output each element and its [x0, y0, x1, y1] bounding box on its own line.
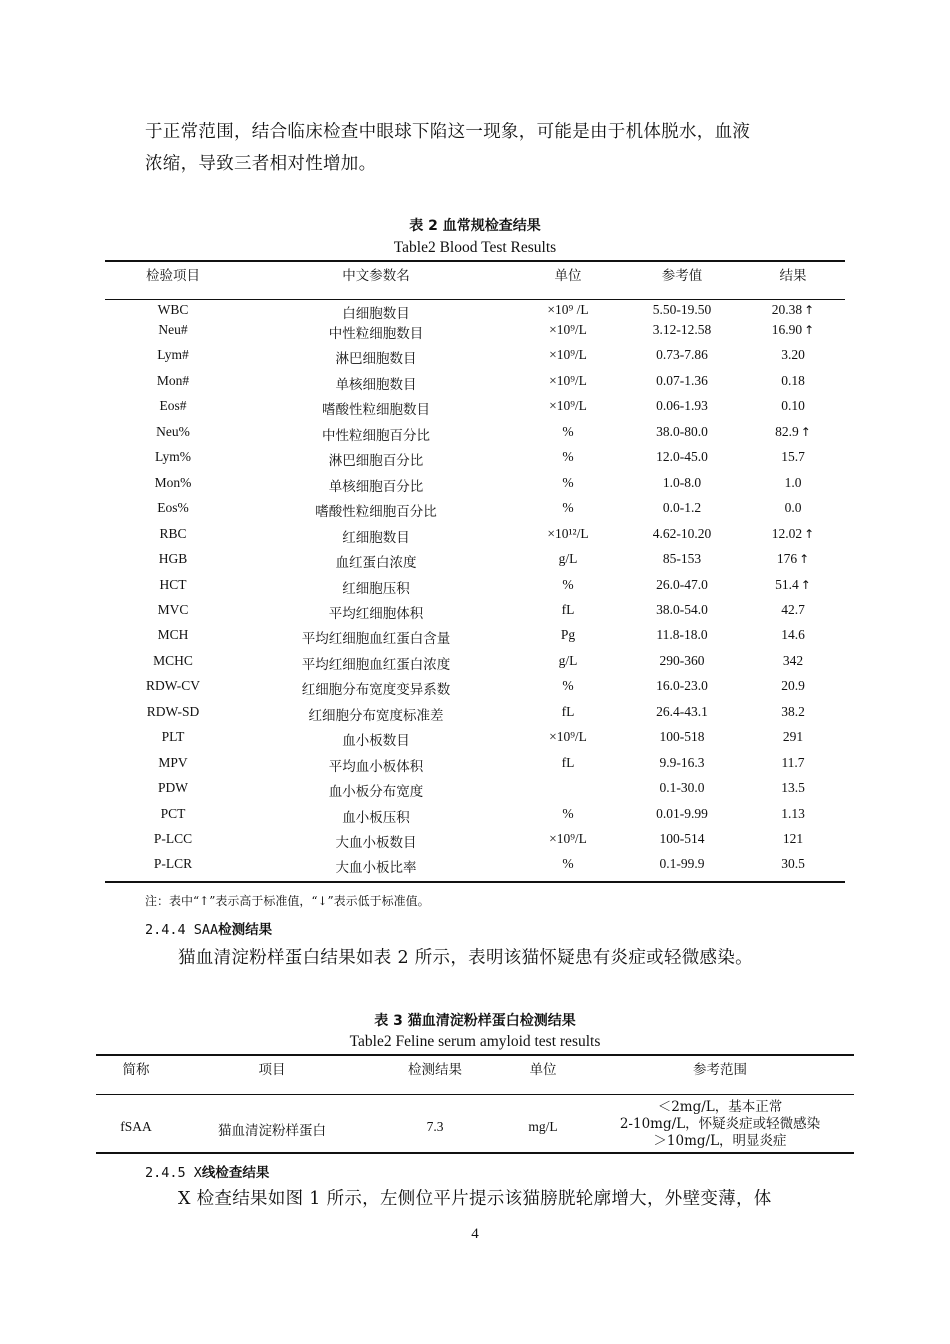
table2-cell-name	[266, 302, 486, 322]
table3-ref-line-2: 2-10mg/L，怀疑炎症或轻微感染	[619, 1116, 821, 1132]
table2-header-result: 结果	[779, 268, 807, 284]
table2-cell-ref	[622, 424, 742, 440]
table2-cell-ref	[622, 856, 742, 872]
table2-cell-item-text: P-LCR	[153, 856, 193, 872]
table2-cell-unit	[518, 602, 618, 618]
table2-cell-ref-text: 0.73-7.86	[656, 347, 708, 363]
table2-cell-name	[266, 449, 486, 469]
table2-cell-item	[113, 475, 233, 491]
table2-cell-ref	[622, 729, 742, 745]
table2-cell-item	[113, 627, 233, 643]
table2-cell-ref-text: 100-514	[659, 831, 705, 846]
table2-cell-ref	[622, 653, 742, 669]
intro-line-1: 于正常范围，结合临床检查中眼球下陷这一现象，可能是由于机体脱水，血液	[145, 122, 751, 142]
table3-item: 猫血清淀粉样蛋白	[218, 1123, 326, 1139]
table2-cell-item-text: HCT	[159, 576, 187, 592]
table2-cell-result	[748, 347, 838, 363]
table2-cell-item	[113, 602, 233, 618]
table2-cell-name	[266, 577, 486, 597]
table2-cell-item	[113, 577, 233, 593]
table2-cell-item-text: RBC	[159, 525, 187, 541]
table2-cell-item	[113, 449, 233, 465]
table2-cell-ref-text: 26.0-47.0	[656, 576, 708, 592]
table2-cell-result	[748, 475, 838, 491]
table2-cell-unit-text: Pg	[560, 627, 576, 643]
table2-cell-result-text: 38.2	[781, 703, 805, 719]
table3-caption-cn: 表 3 猫血清淀粉样蛋白检测结果	[374, 1013, 576, 1029]
table2-cell-ref-text: 290-360	[659, 652, 705, 668]
table2-cell-unit-text: %	[562, 678, 574, 694]
table2-cell-unit-text: ×10⁹/L	[549, 322, 587, 337]
table2-top-rule	[105, 260, 845, 262]
table2-cell-name-text: 淋巴细胞数目	[335, 351, 417, 368]
table2-cell-ref-text: 9.9-16.3	[659, 754, 705, 770]
table2-cell-item	[113, 856, 233, 872]
table2-cell-name-text: 平均红细胞体积	[328, 605, 424, 622]
table2-cell-result	[748, 449, 838, 465]
table2-cell-item-text: MPV	[158, 754, 188, 770]
table2-cell-item-text: HGB	[158, 551, 188, 567]
table2-cell-name-text: 单核细胞百分比	[328, 478, 424, 495]
table2-cell-unit	[518, 577, 618, 593]
intro-line-2: 浓缩，导致三者相对性增加。	[145, 154, 377, 174]
table2-cell-name-text: 平均红细胞血红蛋白浓度	[301, 656, 451, 673]
table2-cell-ref	[622, 302, 742, 318]
table2-cell-unit	[518, 398, 618, 414]
table2-cell-result-text: 291	[782, 729, 804, 745]
table2-cell-ref-text: 5.50-19.50	[652, 302, 712, 317]
table2-caption-en: Table2 Blood Test Results	[393, 239, 557, 256]
table2-cell-name	[266, 729, 486, 749]
table2-cell-item-text: Lym#	[157, 347, 189, 363]
table2-cell-ref	[622, 831, 742, 847]
table2-cell-ref-text: 1.0-8.0	[662, 474, 702, 490]
table3-ref-line-3: ＞10mg/L，明显炎症	[653, 1133, 787, 1149]
table3-caption-en: Table2 Feline serum amyloid test results	[349, 1033, 601, 1050]
table2-cell-name	[266, 627, 486, 647]
table2-cell-ref-text: 0.0-1.2	[662, 500, 702, 516]
table2-cell-result-text: 0.18	[781, 372, 805, 388]
table2-cell-unit-text: %	[562, 576, 574, 592]
table3-header-result: 检测结果	[408, 1062, 462, 1078]
table2-cell-result-text: 0.0	[784, 500, 802, 516]
table2-cell-result	[748, 806, 838, 822]
table2-cell-item	[113, 806, 233, 822]
table2-cell-ref	[622, 526, 742, 542]
table2-cell-item	[113, 398, 233, 414]
table3-result: 7.3	[426, 1119, 444, 1134]
table2-cell-ref	[622, 475, 742, 491]
table2-cell-result	[748, 653, 838, 669]
table2-cell-name-text: 中性粒细胞百分比	[322, 427, 430, 444]
table2-cell-ref	[622, 806, 742, 822]
table2-cell-unit-text: %	[562, 500, 574, 516]
table2-cell-unit-text: ×10¹²/L	[547, 525, 589, 541]
table2-cell-item-text: RDW-CV	[146, 678, 200, 694]
table3-header-ref: 参考范围	[693, 1062, 747, 1078]
table2-cell-result	[748, 424, 838, 440]
table2-cell-item-text: Mon#	[156, 372, 190, 388]
table2-cell-unit	[518, 373, 618, 389]
arrow-up-icon: ↑	[804, 323, 815, 337]
table2-cell-ref-text: 4.62-10.20	[652, 525, 712, 541]
table2-cell-result	[748, 780, 838, 796]
table2-cell-result	[748, 856, 838, 872]
table2-cell-name	[266, 755, 486, 775]
table2-cell-item	[113, 729, 233, 745]
table2-cell-name-text: 红细胞压积	[342, 580, 410, 597]
section-2-4-4-number: 2.4.4 SAA	[145, 922, 219, 938]
table2-cell-ref-text: 11.8-18.0	[656, 627, 708, 643]
table2-cell-item-text: Neu#	[158, 322, 188, 337]
arrow-up-icon: ↑	[800, 577, 811, 592]
table2-cell-result	[748, 678, 838, 694]
table2-cell-unit	[518, 755, 618, 771]
table2-cell-unit-text: g/L	[558, 551, 578, 567]
table2-cell-result	[748, 602, 838, 618]
table2-cell-unit-text: %	[562, 449, 574, 465]
table2-cell-unit-text: fL	[561, 754, 575, 770]
table2-cell-unit	[518, 678, 618, 694]
arrow-up-icon: ↑	[804, 526, 815, 541]
table2-cell-unit	[518, 475, 618, 491]
table2-cell-ref-text: 16.0-23.0	[656, 678, 708, 694]
table2-cell-ref-text: 85-153	[662, 551, 702, 567]
table2-cell-item	[113, 653, 233, 669]
table2-cell-result-text: 0.10	[781, 398, 805, 414]
table2-cell-item	[113, 373, 233, 389]
table2-cell-item-text: Eos%	[157, 500, 189, 516]
table2-cell-ref-text: 0.01-9.99	[656, 805, 708, 821]
section-2-4-5-title: 线检查结果	[201, 1165, 270, 1181]
table2-cell-result	[748, 322, 838, 338]
section-2-4-4-heading	[145, 918, 272, 938]
table2-cell-name-text: 平均红细胞血红蛋白含量	[301, 631, 451, 648]
table2-cell-ref-text: 3.12-12.58	[652, 322, 712, 337]
table2-cell-ref	[622, 551, 742, 567]
table2-cell-ref-text: 38.0-54.0	[656, 601, 708, 617]
table2-cell-result	[748, 551, 838, 567]
table2-bottom-rule	[105, 881, 845, 883]
table2-cell-name-text: 血小板数目	[342, 733, 410, 750]
table2-cell-ref	[622, 347, 742, 363]
table2-cell-result-text: 11.7	[781, 754, 805, 770]
table2-cell-item	[113, 424, 233, 440]
table2-cell-name-text: 血小板压积	[342, 809, 410, 826]
table2-cell-result-text: 30.5	[781, 856, 805, 872]
table2-cell-ref	[622, 449, 742, 465]
table2-cell-ref-text: 26.4-43.1	[656, 703, 708, 719]
table2-cell-result-text: 15.7	[781, 449, 805, 465]
table2-cell-ref-text: 0.07-1.36	[656, 372, 708, 388]
table2-cell-name	[266, 602, 486, 622]
table2-cell-result	[748, 755, 838, 771]
table2-cell-name-text: 嗜酸性粒细胞数目	[322, 402, 430, 419]
table3-bottom-rule	[96, 1152, 854, 1154]
table2-cell-unit	[518, 302, 618, 318]
table2-cell-name	[266, 806, 486, 826]
table2-cell-item	[113, 322, 233, 338]
table2-cell-unit-text: fL	[561, 703, 575, 719]
table2-cell-name	[266, 780, 486, 800]
table2-cell-name	[266, 678, 486, 698]
table2-cell-unit	[518, 729, 618, 745]
table2-cell-name	[266, 551, 486, 571]
table2-cell-unit-text: ×10⁹/L	[549, 729, 587, 745]
section-2-4-5-heading	[145, 1161, 269, 1181]
table2-cell-ref	[622, 704, 742, 720]
table2-cell-ref-text: 38.0-80.0	[656, 423, 708, 439]
table2-cell-unit-text: %	[562, 805, 574, 821]
table2-cell-item-text: PLT	[161, 729, 185, 745]
table3-unit: mg/L	[528, 1119, 558, 1134]
table2-cell-unit-text: g/L	[558, 652, 578, 668]
table2-cell-unit	[518, 806, 618, 822]
table3-header-item: 项目	[258, 1062, 286, 1078]
table2-cell-result	[748, 704, 838, 720]
table2-cell-unit-text: ×10⁹ /L	[547, 302, 589, 317]
table2-cell-name-text: 嗜酸性粒细胞百分比	[315, 504, 437, 521]
table3-header-abbr: 简称	[122, 1062, 150, 1078]
table2-cell-unit-text: ×10⁹/L	[549, 372, 587, 388]
table2-cell-item	[113, 704, 233, 720]
table2-cell-ref	[622, 755, 742, 771]
table2-cell-ref	[622, 373, 742, 389]
table2-cell-item	[113, 347, 233, 363]
table2-cell-ref-text: 0.06-1.93	[656, 398, 708, 414]
section-2-4-4-title: 检测结果	[218, 922, 273, 938]
table2-cell-name	[266, 856, 486, 876]
table2-cell-name-text: 红细胞分布宽度标准差	[308, 707, 444, 724]
table2-cell-item	[113, 831, 233, 847]
table2-cell-item-text: Neu%	[156, 423, 190, 439]
table2-cell-item	[113, 551, 233, 567]
section-2-4-5-paragraph: X 检查结果如图 1 所示，左侧位平片提示该猫膀胱轮廓增大，外壁变薄，体	[178, 1189, 772, 1209]
table2-caption-cn: 表 2 血常规检查结果	[409, 218, 541, 234]
table2-cell-name-text: 白细胞数目	[342, 306, 410, 322]
table2-cell-unit-text: %	[562, 474, 574, 490]
table2-cell-unit	[518, 551, 618, 567]
table2-cell-unit	[518, 449, 618, 465]
table2-cell-ref	[622, 500, 742, 516]
table2-cell-result-text: 51.4	[775, 576, 799, 592]
table2-note: 注：表中“↑”表示高于标准值，“↓”表示低于标准值。	[145, 894, 430, 908]
table2-cell-result-text: 82.9	[775, 423, 799, 439]
table2-cell-unit-text: ×10⁹/L	[549, 398, 587, 414]
table2-cell-item-text: Lym%	[155, 449, 191, 465]
table2-header-unit: 单位	[554, 268, 582, 284]
arrow-up-icon: ↑	[799, 552, 810, 567]
table2-cell-item-text: PDW	[158, 780, 188, 796]
arrow-up-icon: ↑	[800, 424, 811, 439]
table2-cell-result-text: 1.0	[784, 474, 802, 490]
table2-cell-name-text: 淋巴细胞百分比	[328, 453, 424, 470]
table2-cell-item	[113, 302, 233, 318]
table2-cell-unit	[518, 347, 618, 363]
table2-cell-result	[748, 831, 838, 847]
table2-cell-unit-text: %	[562, 856, 574, 872]
section-2-4-4-paragraph: 猫血清淀粉样蛋白结果如表 2 所示，表明该猫怀疑患有炎症或轻微感染。	[178, 948, 753, 968]
table2-cell-name	[266, 398, 486, 418]
table2-cell-result	[748, 526, 838, 542]
table3-header-rule	[96, 1094, 854, 1095]
table2-cell-item	[113, 755, 233, 771]
table2-cell-item-text: Eos#	[159, 398, 187, 414]
table2-cell-result	[748, 729, 838, 745]
table2-cell-ref	[622, 678, 742, 694]
table2-cell-item	[113, 678, 233, 694]
table2-cell-name	[266, 704, 486, 724]
table2-header-ref: 参考值	[661, 268, 703, 284]
table3-top-rule	[96, 1054, 854, 1056]
table2-cell-item-text: MCH	[157, 627, 189, 643]
table2-cell-name-text: 红细胞数目	[342, 529, 410, 546]
table2-cell-item-text: WBC	[157, 302, 189, 317]
table2-cell-unit	[518, 704, 618, 720]
table2-cell-ref-text: 12.0-45.0	[656, 449, 708, 465]
table2-cell-result-text: 20.38	[771, 302, 803, 317]
table2-cell-ref-text: 100-518	[659, 729, 705, 745]
table2-cell-name	[266, 373, 486, 393]
table2-cell-unit-text: %	[562, 423, 574, 439]
table2-cell-item-text: Mon%	[154, 474, 192, 490]
table2-cell-result	[748, 302, 838, 318]
table2-cell-name-text: 单核细胞数目	[335, 376, 417, 393]
table2-header-item: 检验项目	[146, 268, 200, 284]
table3-header-unit: 单位	[529, 1062, 557, 1078]
section-2-4-5-number: 2.4.5 X	[145, 1165, 202, 1181]
table2-cell-unit	[518, 831, 618, 847]
table2-cell-item-text: MCHC	[153, 652, 193, 668]
table2-cell-ref	[622, 602, 742, 618]
table2-cell-name	[266, 526, 486, 546]
table2-cell-result-text: 342	[782, 652, 804, 668]
table2-cell-item-text: RDW-SD	[146, 703, 200, 719]
table2-cell-unit	[518, 526, 618, 542]
table2-cell-name-text: 红细胞分布宽度变异系数	[301, 682, 451, 699]
table2-cell-result	[748, 577, 838, 593]
table2-cell-result	[748, 373, 838, 389]
table2-cell-unit-text: fL	[561, 601, 575, 617]
table2-cell-result	[748, 398, 838, 414]
table2-cell-result-text: 1.13	[781, 805, 805, 821]
table2-cell-name-text: 平均血小板体积	[328, 758, 424, 775]
table2-cell-name	[266, 831, 486, 851]
table2-cell-name-text: 血小板分布宽度	[328, 784, 424, 801]
table2-cell-result-text: 14.6	[781, 627, 805, 643]
table2-cell-item-text: P-LCC	[153, 831, 193, 846]
table2-cell-result-text: 16.90	[771, 322, 803, 337]
table2-cell-name-text: 大血小板比率	[335, 860, 417, 877]
table2-cell-result-text: 42.7	[781, 601, 805, 617]
table2-cell-name	[266, 424, 486, 444]
table2-cell-ref-text: 0.1-99.9	[659, 856, 705, 872]
table2-cell-ref	[622, 627, 742, 643]
table2-cell-unit-text: ×10⁹/L	[549, 347, 587, 363]
table2-cell-ref-text: 0.1-30.0	[659, 780, 705, 796]
table2-cell-result-text: 12.02	[771, 525, 803, 541]
table2-cell-name	[266, 347, 486, 367]
table2-cell-result-text: 3.20	[781, 347, 805, 363]
table2-cell-item-text: MVC	[157, 601, 189, 617]
table2-cell-result	[748, 500, 838, 516]
table2-cell-unit	[518, 856, 618, 872]
table2-cell-unit	[518, 500, 618, 516]
table2-cell-ref	[622, 577, 742, 593]
table2-header-rule	[105, 299, 845, 300]
table2-cell-name-text: 中性粒细胞数目	[328, 326, 424, 342]
table2-cell-name	[266, 500, 486, 520]
table2-cell-result-text: 13.5	[781, 780, 805, 796]
table2-cell-item	[113, 500, 233, 516]
table2-cell-unit	[518, 424, 618, 440]
table2-cell-item-text: PCT	[160, 805, 186, 821]
table2-cell-unit	[518, 653, 618, 669]
table2-cell-name	[266, 475, 486, 495]
table2-cell-ref	[622, 322, 742, 338]
table2-cell-item	[113, 780, 233, 796]
page-number: 4	[471, 1226, 479, 1242]
arrow-up-icon: ↑	[804, 303, 815, 317]
table2-header-name: 中文参数名	[342, 268, 410, 284]
table2-cell-name	[266, 322, 486, 342]
table2-cell-item	[113, 526, 233, 542]
table2-cell-name-text: 血红蛋白浓度	[335, 555, 417, 572]
table2-cell-result-text: 176	[776, 551, 798, 567]
table2-cell-ref	[622, 780, 742, 796]
table2-cell-name-text: 大血小板数目	[335, 835, 417, 851]
table2-cell-result	[748, 627, 838, 643]
table3-abbr: fSAA	[120, 1119, 152, 1134]
table2-cell-unit	[518, 322, 618, 338]
table2-cell-result-text: 20.9	[781, 678, 805, 694]
table2-cell-result-text: 121	[782, 831, 804, 846]
table2-cell-unit	[518, 627, 618, 643]
table2-cell-name	[266, 653, 486, 673]
table3-ref-line-1: ＜2mg/L，基本正常	[657, 1099, 783, 1115]
table2-cell-ref	[622, 398, 742, 414]
table2-cell-unit-text: ×10⁹/L	[549, 831, 587, 846]
